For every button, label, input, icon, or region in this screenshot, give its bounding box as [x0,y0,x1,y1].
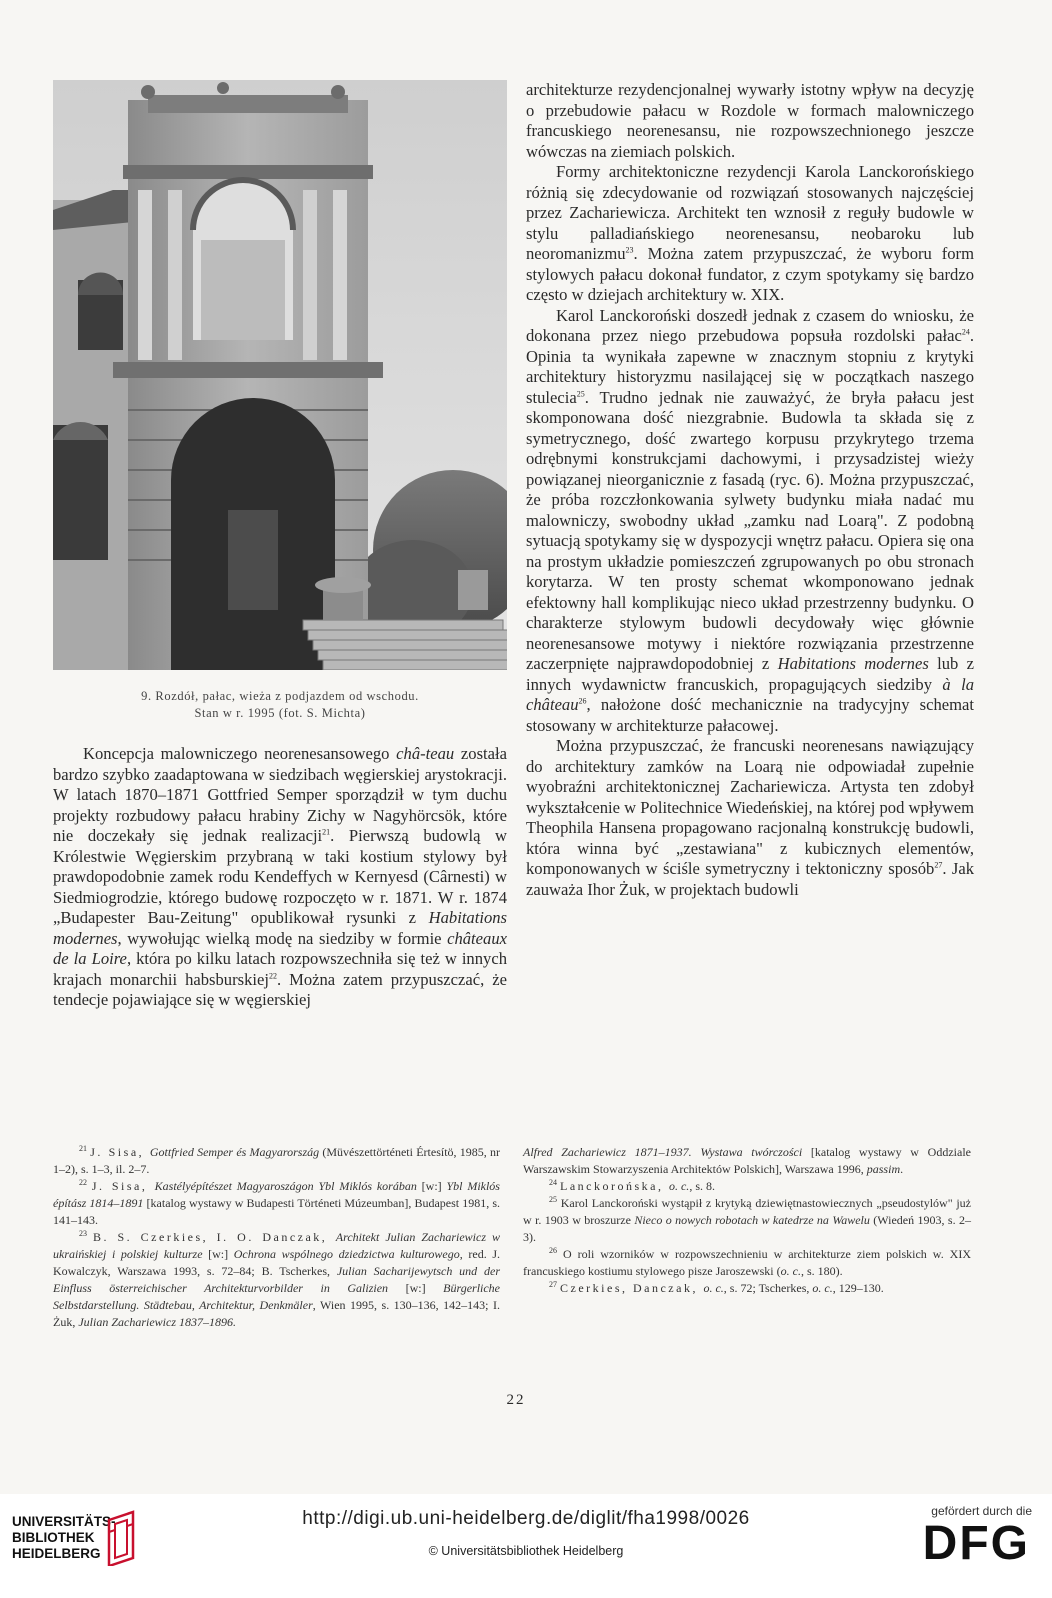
italic-term: o. c. [703,1281,724,1295]
text-run: lub z innych wydawnictw francuskich, propagujących siedziby [526,654,974,694]
text-run: O roli wzorników w rozpowszechnieniu w architekturze ziem polskich w. XIX francuskiego kostiumu stylowego pisze Jaroszewski ( [523,1247,972,1278]
italic-title: Julian Sacharijewytsch und der Einfluss österreichischer Architekturvorbilder in Galizien [53,1264,500,1295]
footnote-number: 21 [79,1144,87,1153]
caption-line-1: 9. Rozdół, pałac, wieża z podjazdem od wschodu. [141,689,419,703]
italic-title: Habitations modernes [777,654,929,673]
italic-term: o. c. [812,1281,833,1295]
paragraph [53,744,507,1011]
footnote-number: 22 [79,1178,87,1187]
italic-term: o. c. [780,1264,801,1278]
footnote-ref-21[interactable]: 21 [322,827,331,837]
text-run: , wywołując wielką modę na siedziby w formie [117,928,448,948]
footnote-ref-23[interactable]: 23 [625,245,634,255]
footnote-25 [523,1195,971,1246]
copyright-notice: © Universitätsbibliothek Heidelberg [428,1544,624,1558]
text-run: . [900,1162,904,1176]
digitization-footer [0,1494,1052,1598]
text-run: J. Sisa, [91,1179,155,1193]
library-name-line: HEIDELBERG [12,1546,101,1561]
italic-term: châteaux de la Loire [53,928,507,968]
footnote-number: 26 [549,1246,557,1255]
page-number: 22 [506,1392,526,1408]
text-run: Karol Lanckoroński wystąpił z krytyką dziewiętnastowiecznych „pseudostylów" już w r. 1903 w broszurze [523,1196,971,1227]
italic-title: Ochrona wspólnego dziedzictwa kulturowego [233,1247,460,1261]
text-run: [katalog wystawy w Oddziale Warszawskim Stowarzyszenia Architektów Polskich], Warszawa 1996, [523,1145,971,1176]
paragraph [526,736,974,900]
digital-library-url[interactable]: http://digi.ub.uni-heidelberg.de/diglit/fha1998/0026 [302,1508,750,1529]
text-run: , nałożone dość mechanicznie na tradycyjny schemat stosowany w architekturze pałacowej. [526,695,974,735]
italic-title: Nieco o nowych robotach w katedrze na Wawelu [634,1213,870,1227]
photograph-palace-tower [53,80,507,670]
italic-title: Kastélyépítészet Magyaroszágon Ybl Miklós korában [154,1179,417,1193]
footnotes-right [523,1144,971,1297]
footnotes-left [53,1144,500,1331]
library-name-line: BIBLIOTHEK [12,1530,95,1545]
funding-note: gefördert durch die [931,1504,1032,1518]
footnote-22 [53,1178,500,1229]
text-run: , s. 72; Tscherkes, [723,1281,813,1295]
text-run: Lanckorońska, [560,1179,669,1193]
paragraph [526,162,974,306]
text-run: , Wien 1995, s. 130–136, 142–143; I. Żuk, [53,1298,500,1329]
italic-title: Julian Zachariewicz 1837–1896. [78,1315,237,1329]
footnote-ref-24[interactable]: 24 [961,327,970,337]
text-run: . Opinia ta wynikała zapewne w znacznym stopniu z krytyki architektury historyzmu nasilającej się w początkach naszego stulecia [526,326,974,407]
footnote-24 [523,1178,971,1195]
text-run: (Müvészettörténeti Értesítö, 1985, nr 1–2), s. 1–3, il. 2–7. [53,1145,500,1176]
text-run: , 129–130. [832,1281,884,1295]
text-run: J. Sisa, [90,1145,150,1159]
footnote-number: 25 [549,1195,557,1204]
footnote-number: 23 [79,1229,87,1238]
text-run: Koncepcja malowniczego neorenesansowego [83,744,397,763]
italic-title: Alfred Zachariewicz 1871–1937. Wystawa twórczości [523,1145,803,1159]
palace-tower-image [53,80,507,670]
text-run: , red. J. Kowalczyk, Warszawa 1993, s. 72–84; B. Tscherkes, [53,1247,500,1278]
text-run: , która po kilku latach rozpowszechniła się też w innych krajach monarchii habsburskiej [53,949,507,989]
text-run: . Można zatem przypuszczać, że tendecje pojawiające się w węgierskiej [53,969,507,1009]
figure-caption [53,688,507,722]
text-run: Karol Lanckoroński doszedł jednak z czasem do wniosku, że dokonana przez niego przebudowa popsuła rozdolski pałac [526,305,974,345]
footnote-ref-25[interactable]: 25 [576,388,585,398]
footnote-number: 24 [549,1178,557,1187]
footnote-ref-22[interactable]: 22 [268,970,277,980]
footnote-26 [523,1246,971,1280]
italic-title: Habitations modernes [53,908,507,948]
text-run: Można przypuszczać, że francuski neorenesans nawiązujący do architektury zamków na Loarą nie odpowiadał zupełnie wyobraźni architektonicznej Zachariewicza. Artysta ten zdobył wykształcenie w Politechnice Wiedeńskiej, na której pod wpływem Theophila Hansena propagowano racjonalną konstrukcję budowli, która winna być „zestawiana" z kubicznych elementów, komponowanych w ściśle symetryczny i tektoniczny sposób [526,736,974,878]
text-run: B. S. Czerkies, I. O. Danczak, [93,1230,336,1244]
library-name-line: UNIVERSITÄTS- [12,1514,116,1529]
italic-title: Ybl Miklós építász 1814–1891 [53,1179,500,1210]
text-run: [katalog wystawy w Budapesti Történeti Múzeumban], Budapest 1981, s. 141–143. [53,1196,500,1227]
text-run: , s. 180). [800,1264,843,1278]
text-run: [w:] [202,1247,234,1261]
text-run: Czerkies, Danczak, [560,1281,704,1295]
footnote-23 [53,1229,500,1331]
left-column-text [53,744,507,1011]
text-run: . Trudno jednak nie zauważyć, że bryła pałacu jest skomponowana dość niezgrabnie. Budowla ta składa się z symetrycznego, dość zwartego korpusu przykrytego trzema odrębnymi konstrukcjami dachowymi, i przysadzistej wieży powiązanej nieorganicznie z fasadą (ryc. 6). Można przypuszczać, że próba rozczłonkowania sylwety budynku miała nadać mu malowniczy, swobodny układ „zamku nad Loarą". Z podobną sytuacją spotykamy się w dyspozycji wnętrz pałacu. Opiera się ona na prostym układzie pomieszczeń zgrupowanych po obu stronach korytarza. W ten prosty schemat wkomponowano jednak efektowny hall komplikując nieco układ przestrzenny budynku. O charakterze stylowym budowli decydowały więc głównie neorenesansowe motywy i niektóre rozwiązania przestrzenne zaczerpnięte najprawdopodobniej z [526,387,974,673]
dfg-logo: DFG [922,1517,1030,1570]
text-run: Formy architektoniczne rezydencji Karola Lanckorońskiego różnią się zdecydowanie od rozwiązań stosowanych najczęściej przez Zachariewicza. Architekt ten wznosił z reguły budowle w stylu palladiańskiego neorenesansu, neobaroku lub neoromanizmu [526,162,974,263]
right-column-text [526,80,974,900]
text-run: [w:] [388,1281,444,1295]
italic-title: Architekt Julian Zachariewicz w ukraińskiej i polskiej kulturze [53,1230,500,1261]
footnote-21 [53,1144,500,1178]
text-run: . Pierwszą budowlą w Królestwie Węgierskim przybraną w taki kostium stylowy był prawdopodobnie zamek rodu Kendeffych w Kernyesd (Cârnesti) w Siedmiogrodzie, którego budowę rozpoczęto w r. 1871. W r. 1874 „Budapester Bau-Zeitung" opublikował rysunki z [53,826,507,927]
italic-title: Bürgerliche Selbstdarstellung. Städtebau, Architektur, Denkmäler [53,1281,501,1312]
caption-line-2: Stan w r. 1995 (fot. S. Michta) [194,706,366,720]
footnote-number: 27 [549,1280,557,1289]
text-run: została bardzo szybko zaadaptowana w siedzibach węgierskiej arystokracji. W latach 1870–1871 Gottfried Semper sporządził w tym duchu projekty rozbudowy pałacu hrabiny Zichy w Nagyhörcsök, które nie doczekały się jednak realizacji [53,744,507,845]
footnote-ref-26[interactable]: 26 [578,696,587,706]
text-run: , s. 8. [689,1179,715,1193]
footnote-23-continued [523,1144,971,1178]
text-run: . Jak zauważa Ihor Żuk, w projektach budowli [526,859,974,899]
text-run: . Można zatem przypuszczać, że wyboru form stylowych pałacu dokonał fundator, z czym spotykamy się bardzo często w dziejach architektury w. XIX. [526,244,974,304]
text-run: (Wiedeń 1903, s. 2–3). [523,1213,971,1244]
italic-term: o. c. [668,1179,690,1193]
paragraph: architekturze rezydencjonalnej wywarły istotny wpływ na decyzję o przebudowie pałacu w Rozdole w formach malowniczego francuskiego neorenesansu, nie rozpowszechnionego jeszcze wówczas na ziemiach polskich. [526,80,974,161]
italic-term: châ-teau [396,744,455,763]
italic-term: à la château [526,674,974,714]
footnote-ref-27[interactable]: 27 [934,860,943,870]
paragraph [526,306,974,737]
footnote-27 [523,1280,971,1297]
italic-term: passim [866,1162,901,1176]
italic-title: Gottfried Semper és Magyarország [149,1145,320,1159]
text-run: [w:] [416,1179,447,1193]
